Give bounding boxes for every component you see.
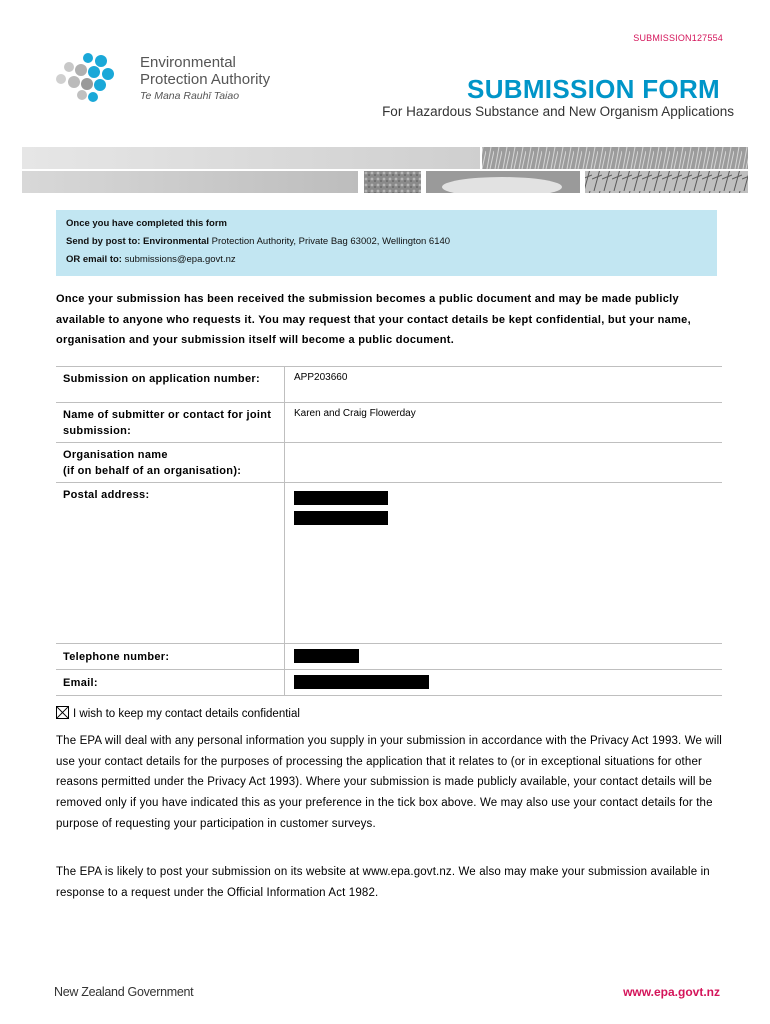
logo-line-3: Te Mana Rauhī Taiao — [140, 90, 240, 102]
confidential-checkbox-label: I wish to keep my contact details confidential — [73, 708, 300, 720]
footer-website-link[interactable]: www.epa.govt.nz — [623, 985, 720, 999]
table-row — [56, 483, 722, 644]
organisation-label-line-2: (if on behalf of an organisation): — [63, 465, 242, 477]
telephone-field[interactable] — [285, 644, 723, 670]
confidential-checkbox[interactable] — [56, 706, 69, 719]
application-number-label: Submission on application number: — [56, 367, 285, 403]
privacy-paragraph: The EPA will deal with any personal information you supply in your submission in accordance with the Privacy Act 1993. We will use your contact details for the purposes of processing the application that it relates to (or in exceptional situations for other reasons permitted under the Privacy Act 1993). Where your submission is made publicly available, your contact details will be removed only if you have indicated this as your preference in the tick box above. We may also use your contact details for the purpose of requesting your participation in customer surveys. — [56, 735, 722, 830]
telephone-label: Telephone number: — [56, 644, 285, 670]
page-title: SUBMISSION FORM — [467, 74, 720, 104]
email-instructions — [66, 254, 236, 265]
header-banner-image — [22, 147, 748, 193]
postal-address-label: Postal address: — [56, 483, 285, 644]
submitter-name-label: Name of submitter or contact for joint submission: — [56, 403, 285, 443]
email-field[interactable] — [285, 670, 723, 696]
website-paragraph: The EPA is likely to post your submission on its website at www.epa.govt.nz. We also may make your submission available in response to a request under the Official Information Act 1982. — [56, 866, 710, 899]
submitter-details-table — [56, 366, 722, 696]
public-document-notice: Once your submission has been received the submission becomes a public document and may be made publicly available to anyone who requests it. You may request that your contact details be kept confidential, but your name, organisation and your submission itself will become a public document. — [56, 293, 691, 346]
logo-line-2: Protection Authority — [140, 71, 271, 88]
redacted-address-line-2 — [294, 511, 388, 525]
organisation-label — [56, 443, 285, 483]
table-row — [56, 367, 722, 403]
application-number-field[interactable]: APP203660 — [285, 367, 723, 403]
logo-line-1: Environmental — [140, 54, 236, 71]
postal-address-field[interactable] — [285, 483, 723, 644]
organisation-field[interactable] — [285, 443, 723, 483]
redacted-address-line-1 — [294, 491, 388, 505]
table-row — [56, 644, 722, 670]
email-label-cell: Email: — [56, 670, 285, 696]
post-address: Protection Authority, Private Bag 63002, Wellington 6140 — [209, 236, 451, 247]
epa-logo — [54, 52, 299, 104]
organisation-label-line-1: Organisation name — [63, 449, 168, 461]
email-address[interactable]: submissions@epa.govt.nz — [121, 254, 236, 265]
table-row — [56, 670, 722, 696]
page-subtitle: For Hazardous Substance and New Organism Applications — [382, 104, 734, 119]
redacted-telephone — [294, 649, 359, 663]
table-row — [56, 443, 722, 483]
epa-dots-logo-icon — [54, 52, 134, 104]
submitter-name-field[interactable]: Karen and Craig Flowerday — [285, 403, 723, 443]
post-label: Send by post to: Environmental — [66, 236, 210, 247]
redacted-email — [294, 675, 429, 689]
table-row — [56, 403, 722, 443]
confidential-checkbox-row[interactable] — [56, 706, 300, 720]
nz-government-logo: New Zealand Government — [54, 985, 194, 999]
submission-id: SUBMISSION127554 — [633, 33, 723, 43]
post-instructions — [66, 236, 450, 247]
instructions-heading: Once you have completed this form — [66, 218, 228, 229]
email-label: OR email to: — [66, 254, 122, 265]
instructions-box — [56, 210, 717, 276]
